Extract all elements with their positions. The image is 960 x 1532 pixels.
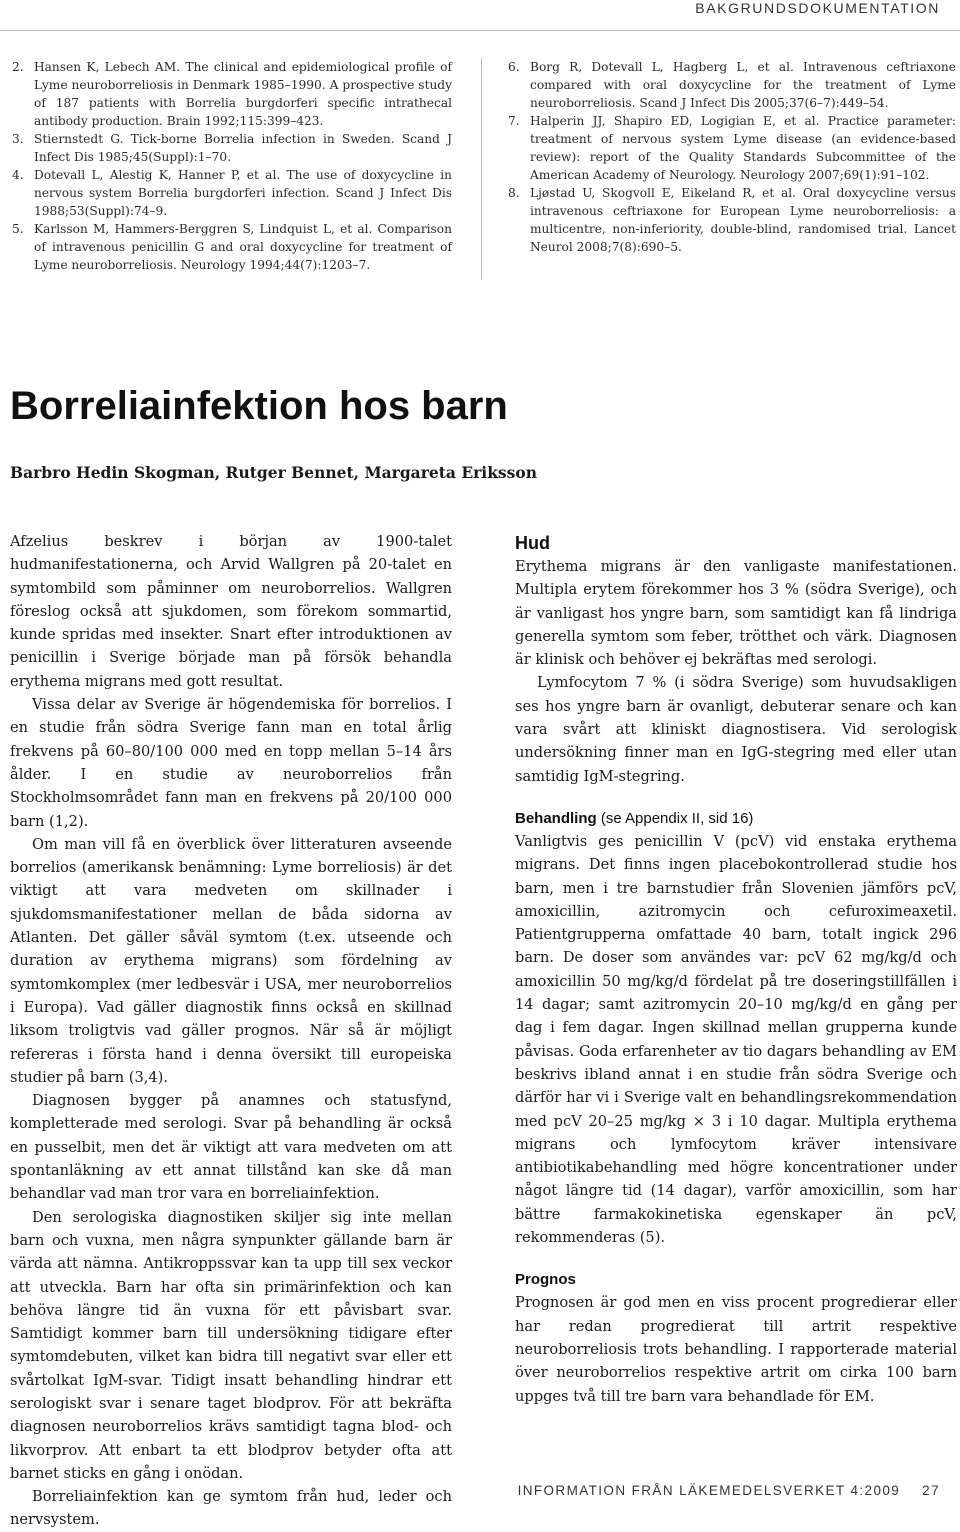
header-divider bbox=[0, 30, 960, 31]
body-paragraph: Borreliainfektion kan ge symtom från hud, leder och nervsystem. bbox=[10, 1488, 452, 1529]
page-footer bbox=[518, 1483, 940, 1498]
body-paragraph: Erythema migrans är den vanligaste manifestationen. Multipla erytem förekommer hos 3 % (södra Sverige), och är vanligast hos yngre barn, som samtidigt kan få lindriga generella symtom som feber, trötthet och värk. Diagnosen är klinisk och behöver ej bekräftas med serologi. bbox=[515, 558, 957, 669]
reference-text: Borg R, Dotevall L, Hagberg L, et al. Intravenous ceftriaxone compared with oral doxycycline for the treatment of Lyme neuroborreliosis. Scand J Infect Dis 2005;37(6–7):449–54. bbox=[530, 60, 956, 110]
section-heading-prognos: Prognos bbox=[515, 1271, 576, 1289]
body-paragraph: Den serologiska diagnostiken skiljer sig inte mellan barn och vuxna, men några synpunkter gällande barn är värda att nämna. Antikroppssvar kan ta upp till sex veckor att utveckla. Barn har ofta sin primärinfektion och kan behöva längre tid än vuxna för ett påvisbart svar. Samtidigt kommer barn till undersökning tidigare efter symtomdebuten, vilket kan bidra till negativt svar eller ett svårtolkat IgM-svar. Tidigt insatt behandling hindrar ett serologiskt svar i senare taget blodprov. För att bekräfta diagnosen neuroborrelios krävs samtidigt tagna blod- och likvorprov. Att enbart ta ett blodprov betyder ofta att barnet sticks en gång i onödan. bbox=[10, 1208, 452, 1482]
body-right-column bbox=[515, 531, 957, 1408]
publication-name: INFORMATION FRÅN LÄKEMEDELSVERKET 4:2009 bbox=[517, 1483, 901, 1498]
reference-item bbox=[508, 58, 956, 112]
section-heading-hud: Hud bbox=[515, 533, 550, 553]
body-left-column bbox=[10, 530, 452, 1532]
article-authors: Barbro Hedin Skogman, Rutger Bennet, Margareta Eriksson bbox=[10, 463, 537, 482]
reference-item bbox=[508, 184, 956, 256]
body-paragraph: Vanligtvis ges penicillin V (pcV) vid enstaka erythema migrans. Det finns ingen placebokontrollerad studie hos barn, men i tre barnstudier från Slovenien jämförs pcV, amoxicillin, azitromycin och cefuroximeaxetil. Patientgrupperna omfattade 40 barn, totalt ingick 296 barn. De doser som användes var: pcV 62 mg/kg/d och amoxicillin 50 mg/kg/d fördelat på tre doseringstillfällen i 14 dagar; samt azitromycin 20–10 mg/kg/d en gång per dag i fem dagar. Ingen skillnad mellan grupperna kunde påvisas. Goda erfarenheter av tio dagars behandling av EM beskrivs ibland annat i en studie från södra Sverige och därför har vi i Sverige valt en behandlingsrekommendation med pcV 20–25 mg/kg × 3 i 10 dagar. Multipla erythema migrans och lymfocytom kräver intensivare antibiotikabehandling med högre koncentrationer under något längre tid (14 dagar), varför amoxicillin, som har bättre farmakokinetiska egenskaper än pcV, rekommenderas (5). bbox=[515, 832, 957, 1247]
behandling-heading-label: Behandling bbox=[515, 809, 597, 827]
body-paragraph: Diagnosen bygger på anamnes och statusfynd, kompletterade med serologi. Svar på behandling är också en pusselbit, men det är viktigt att vara medveten om att spontanläkning av ett annat tillstånd kan ske då man behandlar vad man tror vara en borreliainfektion. bbox=[10, 1092, 452, 1203]
reference-text: Karlsson M, Hammers-Berggren S, Lindquist L, et al. Comparison of intravenous penicillin G and oral doxycycline for treatment of Lyme neuroborreliosis. Neurology 1994;44(7):1203–7. bbox=[34, 222, 452, 272]
section-header-label: BAKGRUNDSDOKUMENTATION bbox=[695, 0, 940, 16]
reference-number: 4. bbox=[12, 168, 24, 182]
reference-item bbox=[12, 58, 452, 130]
body-paragraph: Om man vill få en överblick över litteraturen avseende borrelios (amerikansk benämning: Lyme borreliosis) är det viktigt att vara medveten om skillnader i sjukdomsmanifestationer mellan de båda sidorna av Atlanten. Det gäller såväl symtom (t.ex. utseende och duration av erythema migrans) som fördelning av symtomkomplex (mer ledbesvär i USA, mer neuroborrelios i Europa). Vad gäller diagnostik finns också en skillnad liksom troligtvis vad gäller prognos. När så är möjligt refereras i första hand i denna översikt till europeiska studier på barn (3,4). bbox=[10, 835, 452, 1086]
references-right-column bbox=[508, 58, 956, 256]
references-left-column bbox=[12, 58, 452, 274]
body-paragraph: Vissa delar av Sverige är högendemiska för borrelios. I en studie från södra Sverige fann man en total årlig frekvens på 60–80/100 000 med en topp mellan 5–14 års ålder. I en studie av neuroborrelios från Stockholmsområdet fann man en frekvens på 20/100 000 barn (1,2). bbox=[10, 696, 452, 830]
reference-number: 7. bbox=[508, 114, 520, 128]
reference-number: 8. bbox=[508, 186, 520, 200]
reference-text: Dotevall L, Alestig K, Hanner P, et al. The use of doxycycline in nervous system Borrelia burgdorferi infection. Scand J Infect Dis 1988;53(Suppl):74–9. bbox=[34, 168, 452, 218]
reference-text: Stiernstedt G. Tick-borne Borrelia infection in Sweden. Scand J Infect Dis 1985;45(Suppl):1–70. bbox=[34, 132, 452, 164]
body-paragraph: Afzelius beskrev i början av 1900-talet hudmanifestationerna, och Arvid Wallgren på 20-talet en symtombild som påminner om neuroborrelios. Wallgren föreslog också att sjukdomen, som förekom sommartid, kunde spridas med insekter. Snart efter introduktionen av penicillin i Sverige började man på försök behandla erythema migrans med gott resultat. bbox=[10, 533, 452, 690]
section-heading-behandling bbox=[515, 808, 957, 830]
page-number: 27 bbox=[922, 1483, 940, 1498]
body-paragraph: Prognosen är god men en viss procent progredierar eller har redan progredierat till artrit respektive neuroborreliosis trots behandling. I rapporterade material över neuroborrelios respektive artrit om cirka 100 barn uppges två till tre barn vara behandlade för EM. bbox=[515, 1294, 957, 1405]
reference-text: Ljøstad U, Skogvoll E, Eikeland R, et al. Oral doxycycline versus intravenous ceftriaxone for European Lyme neuroborreliosis: a multicentre, non-inferiority, double-blind, randomised trial. Lancet Neurol 2008;7(8):690–5. bbox=[530, 186, 956, 254]
reference-number: 5. bbox=[12, 222, 24, 236]
references-column-divider bbox=[481, 58, 482, 280]
reference-item bbox=[508, 112, 956, 184]
reference-item bbox=[12, 130, 452, 166]
reference-number: 2. bbox=[12, 60, 24, 74]
reference-item bbox=[12, 220, 452, 274]
reference-text: Halperin JJ, Shapiro ED, Logigian E, et al. Practice parameter: treatment of nervous system Lyme disease (an evidence-based review): report of the Quality Standards Subcommittee of the American Academy of Neurology. Neurology 2007;69(1):91–102. bbox=[530, 114, 956, 182]
body-paragraph: Lymfocytom 7 % (i södra Sverige) som huvudsakligen ses hos yngre barn är ovanligt, debuterar senare och kan vara svårt att kliniskt diagnostisera. Vid serologisk undersökning finner man en IgG-stegring med eller utan samtidig IgM-stegring. bbox=[515, 674, 957, 785]
reference-text: Hansen K, Lebech AM. The clinical and epidemiological profile of Lyme neuroborreliosis in Denmark 1985–1990. A prospective study of 187 patients with Borrelia burgdorferi specific intrathecal antibody production. Brain 1992;115:399–423. bbox=[34, 60, 452, 128]
reference-number: 6. bbox=[508, 60, 520, 74]
reference-item bbox=[12, 166, 452, 220]
reference-number: 3. bbox=[12, 132, 24, 146]
article-title: Borreliainfektion hos barn bbox=[10, 384, 508, 428]
appendix-reference: (se Appendix II, sid 16) bbox=[600, 809, 754, 827]
